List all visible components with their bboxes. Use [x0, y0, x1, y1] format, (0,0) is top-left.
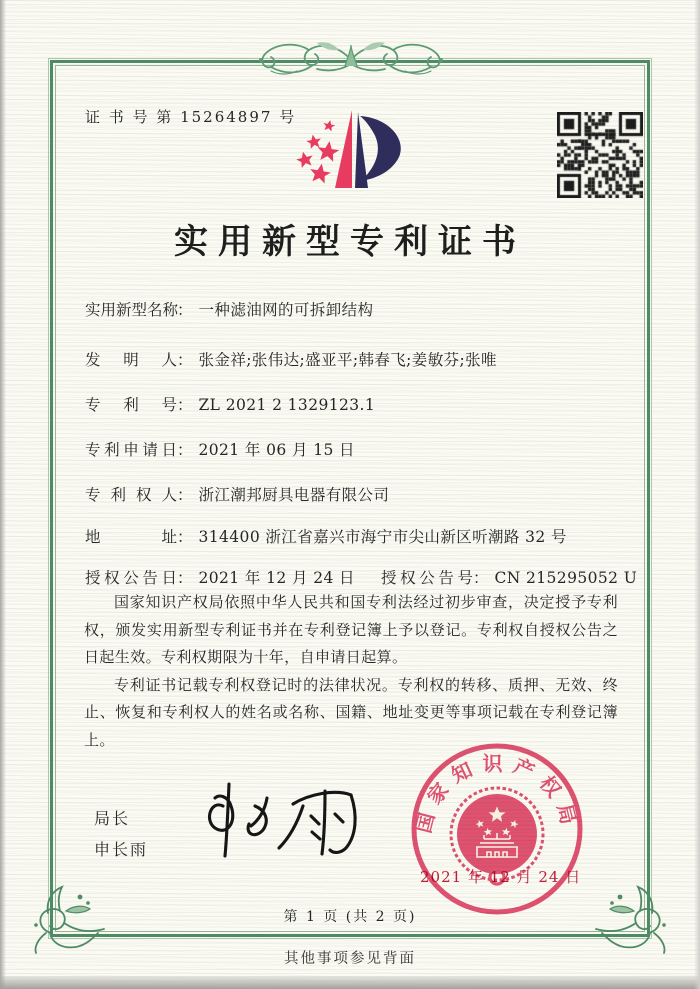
logo-p-bowl	[360, 116, 401, 181]
scan-edge-right	[694, 0, 700, 989]
field-label: 实用新型名称	[85, 301, 179, 319]
field-value: CN 215295052 U	[494, 569, 638, 587]
seal-ring-text: 国家知识产权局	[411, 751, 583, 836]
field-label: 专利号	[85, 396, 177, 414]
field-row-patent-number	[85, 393, 625, 415]
legal-text-block	[84, 589, 618, 754]
certificate-title: 实用新型专利证书	[174, 222, 526, 262]
field-value: 2021 年 06 月 15 日	[198, 441, 355, 459]
field-label: 发明人	[85, 351, 177, 369]
scan-edge-left	[0, 0, 6, 989]
field-label: 专利权人	[85, 486, 177, 504]
qr-code	[557, 112, 643, 198]
field-value: ZL 2021 2 1329123.1	[198, 396, 376, 414]
legal-paragraph: 专利证书记载专利权登记时的法律状况。专利权的转移、质押、无效、终止、恢复和专利权人的姓名或名称、国籍、地址变更等事项记载在专利登记簿上。	[84, 675, 618, 749]
field-colon: ：	[177, 301, 193, 319]
field-label: 授权公告日	[85, 569, 177, 587]
field-row-inventors	[85, 348, 625, 370]
field-label: 专利申请日	[85, 441, 177, 459]
field-colon: ：	[472, 569, 489, 587]
field-row-name	[85, 298, 625, 320]
director-signature-icon	[185, 776, 375, 866]
back-side-note: 其他事项参见背面	[284, 951, 416, 967]
field-row-patentee	[85, 483, 625, 505]
official-seal	[408, 740, 586, 918]
field-label: 授权公告号	[380, 569, 473, 587]
scan-edge-bottom	[0, 976, 700, 989]
page-number: 第 1 页 (共 2 页)	[283, 909, 417, 925]
legal-paragraph: 国家知识产权局依照中华人民共和国专利法经过初步审查，决定授予专利权，颁发实用新型专利证书并在专利登记簿上予以登记。专利权自授权公告之日起生效。专利权期限为十年，自申请日起算。	[84, 593, 618, 666]
top-flourish-ornament	[245, 38, 457, 84]
logo-spire	[335, 110, 352, 188]
field-row-filing-date	[85, 438, 625, 460]
field-value: 浙江潮邦厨具电器有限公司	[198, 486, 390, 504]
field-colon: ：	[177, 351, 193, 369]
certificate-number: 证 书 号 第 15264897 号	[85, 108, 297, 126]
cnipa-logo	[285, 96, 420, 192]
field-value: 2021 年 12 月 24 日	[198, 569, 355, 587]
field-value: 张金祥;张伟达;盛亚平;韩春飞;姜敏芬;张唯	[198, 351, 497, 369]
field-colon: ：	[177, 441, 193, 459]
field-colon: ：	[177, 528, 193, 546]
seal-date: 2021 年 12 月 24 日	[420, 868, 582, 886]
field-label: 地址	[85, 528, 177, 546]
field-value: 314400 浙江省嘉兴市海宁市尖山新区听潮路 32 号	[198, 528, 567, 546]
field-row-address	[85, 525, 625, 547]
field-colon: ：	[177, 486, 193, 504]
field-colon: ：	[177, 569, 193, 587]
director-name: 申长雨	[94, 840, 149, 859]
field-colon: ：	[177, 396, 193, 414]
director-title: 局长	[94, 809, 131, 828]
field-row-grant	[85, 566, 638, 588]
field-value: 一种滤油网的可拆卸结构	[198, 301, 374, 319]
